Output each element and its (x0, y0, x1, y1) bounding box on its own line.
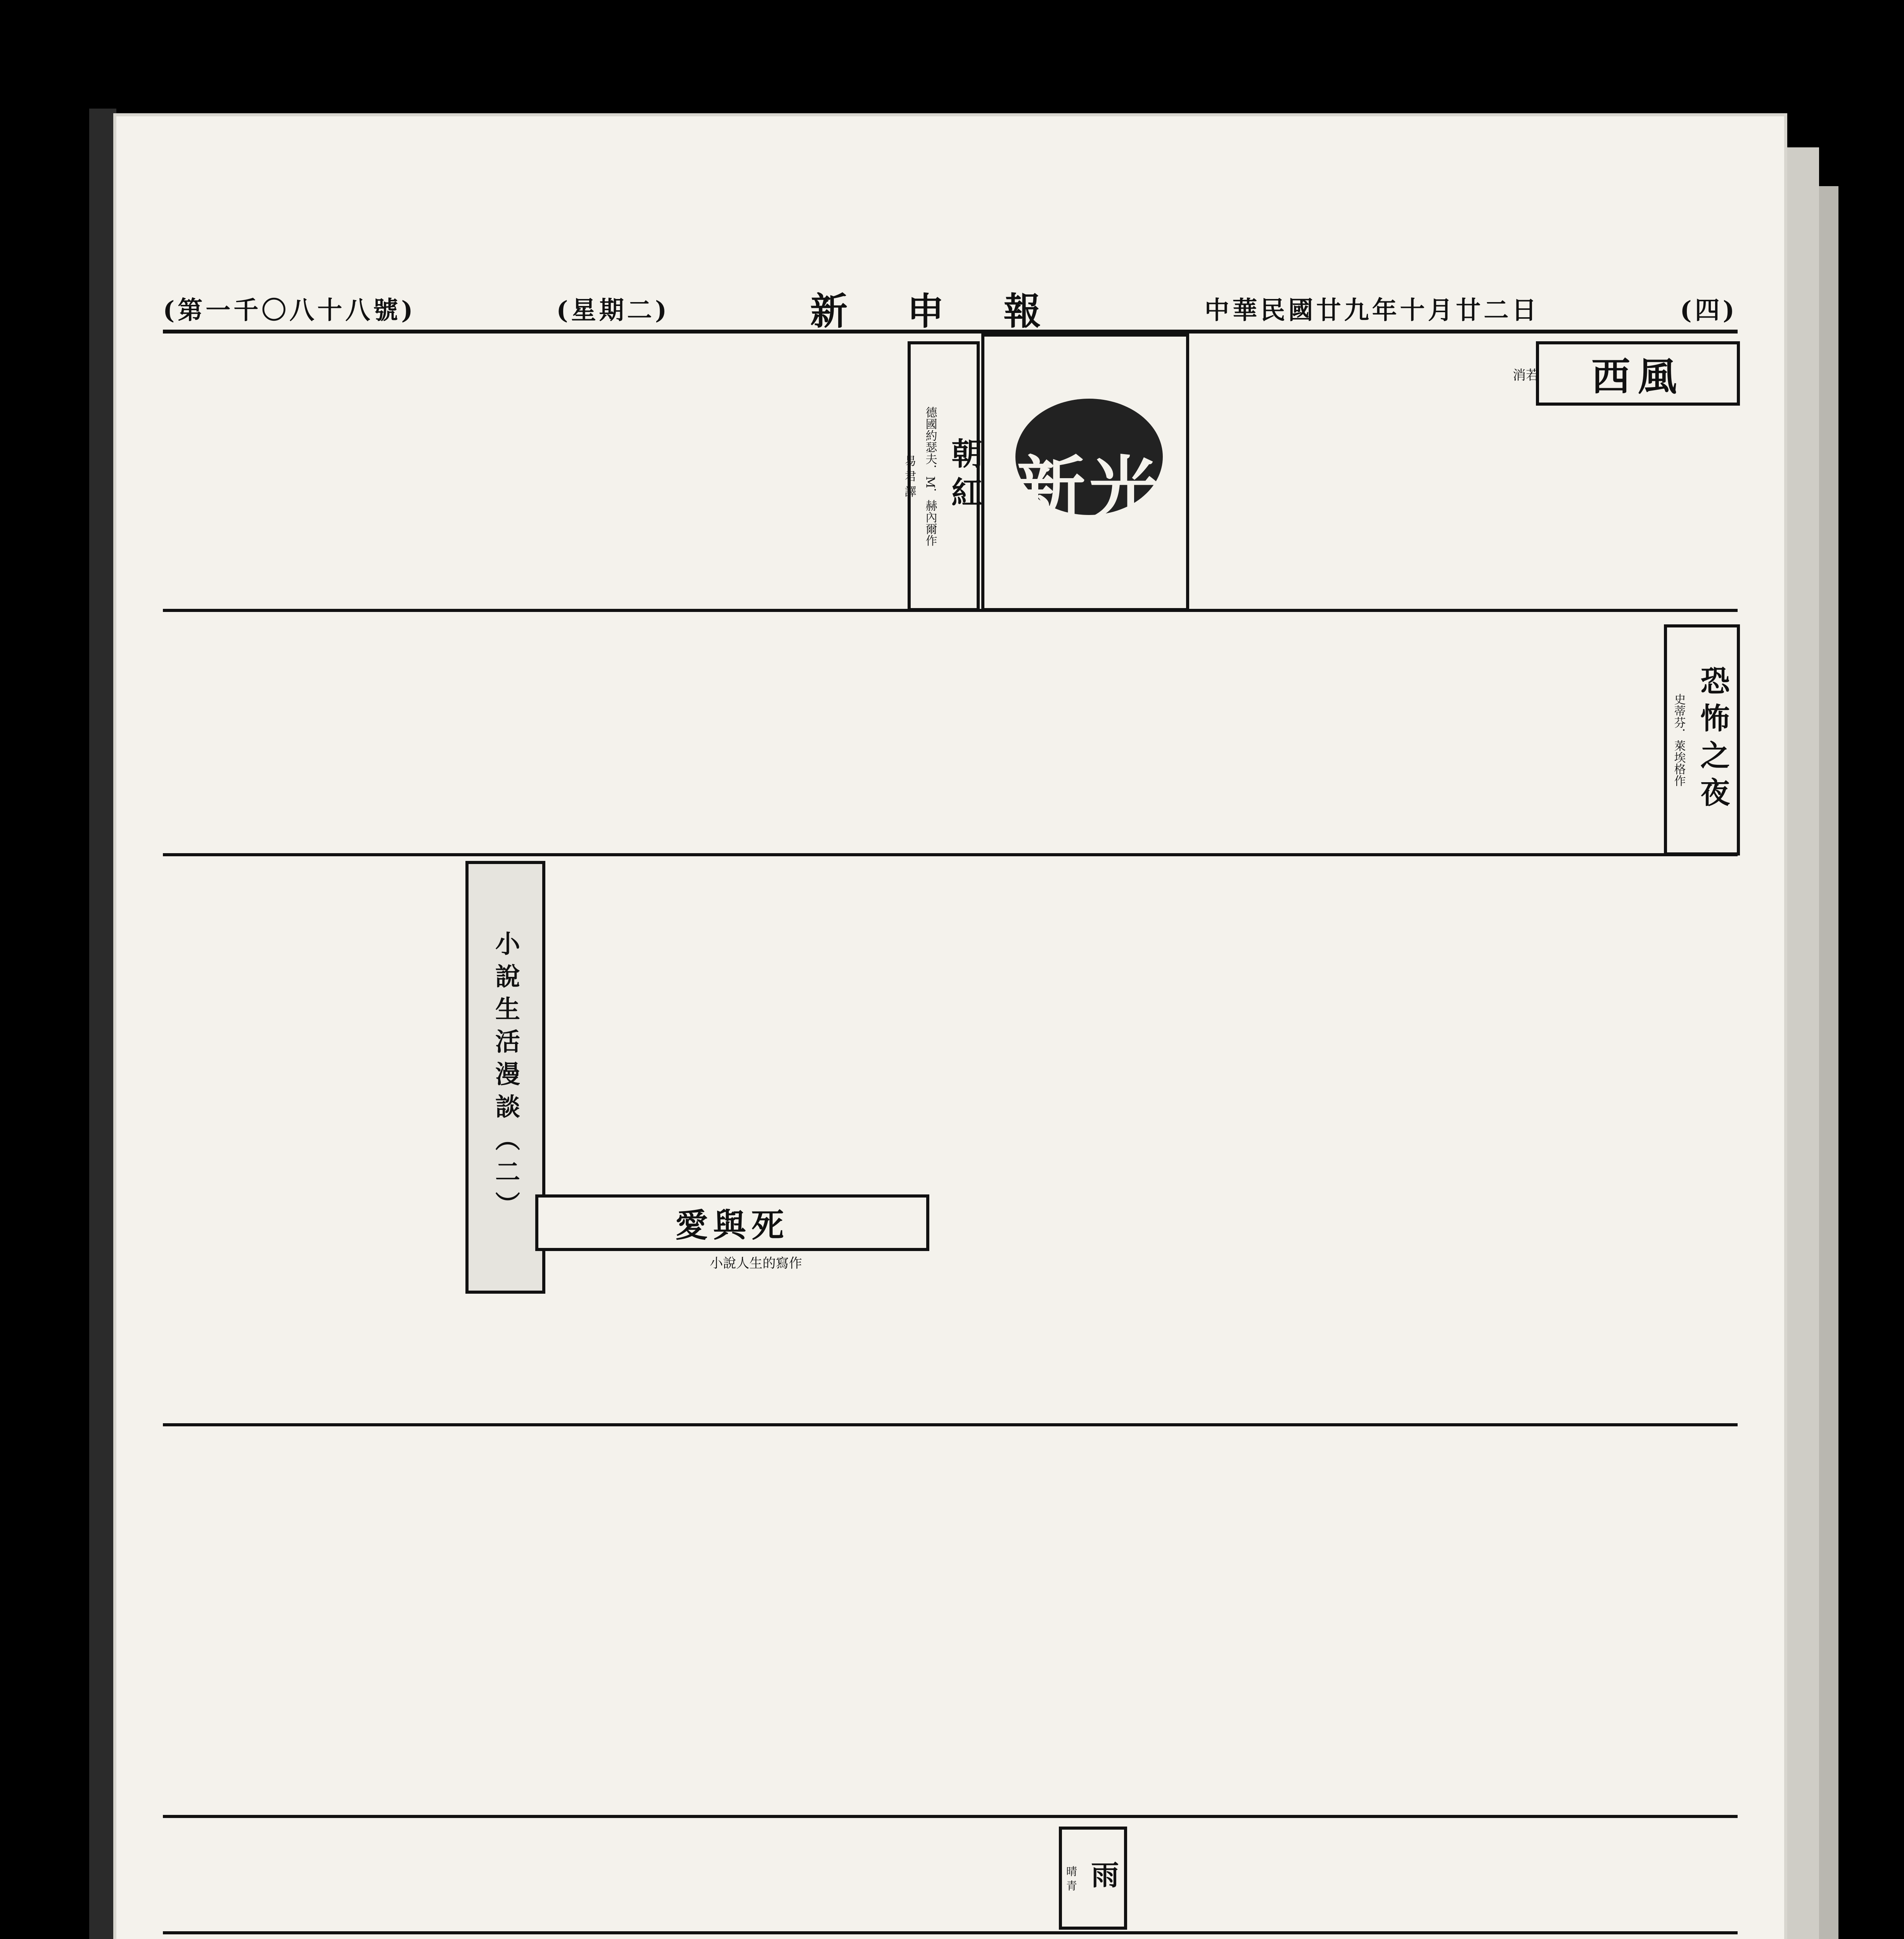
column-terror-night-title: 恐怖之夜 (1695, 665, 1730, 814)
date-line: 中華民國廿九年十月廿二日 (1204, 296, 1540, 325)
column-morning-red-translator: 易 君 譯 (902, 455, 916, 498)
column-morning-red-title: 朝紅 (946, 437, 983, 515)
scan-edge-left (89, 109, 116, 1939)
rule-row4 (163, 1815, 1738, 1818)
text-block (1187, 341, 1509, 605)
column-rain-header (1059, 1827, 1127, 1930)
text-block (167, 617, 1629, 849)
text-block (659, 1431, 1734, 1811)
column-love-death-sub: 小說人生的寫作 (710, 1256, 802, 1271)
page-number: (四) (1680, 296, 1738, 325)
text-block (547, 861, 1734, 1191)
rule-row3 (163, 1423, 1738, 1426)
column-terror-night-author: 史蒂芬．萊埃格作 (1672, 693, 1686, 786)
column-westwind-author: 消若 (1513, 368, 1539, 383)
column-morning-red-author: 德國約瑟夫．M．赫內爾作 (923, 406, 937, 546)
column-rain-title: 雨 (1086, 1860, 1119, 1896)
column-terror-night-header (1664, 624, 1740, 855)
text-block (167, 341, 896, 605)
column-westwind-header (1536, 341, 1740, 406)
text-block (931, 1198, 1734, 1419)
text-block (167, 861, 458, 1419)
column-westwind-title: 西風 (1591, 354, 1684, 399)
text-block (535, 1276, 923, 1419)
rule-row2 (163, 853, 1738, 856)
text-block (167, 1431, 652, 1811)
paper-name: 新 申 報 (810, 289, 1064, 333)
weekday: (星期二) (556, 296, 670, 325)
sidebar-header (465, 861, 545, 1294)
newspaper-page (116, 116, 1784, 1939)
sidebar-title: 小說生活漫談（二） (491, 931, 520, 1224)
column-love-death-title: 愛與死 (675, 1206, 789, 1244)
masthead (163, 287, 1738, 334)
rule-row5 (163, 1931, 1738, 1934)
ad-yuron-title-1 (1551, 1930, 1722, 1939)
page-shadow (1784, 147, 1819, 1939)
text-block (1129, 1823, 1734, 1927)
issue-number: (第一千〇八十八號) (163, 296, 416, 325)
column-morning-red-header (902, 341, 983, 611)
column-rain-author: 晴 青 (1065, 1865, 1077, 1891)
column-love-death-header (535, 1194, 929, 1251)
supplement-logo (981, 334, 1189, 611)
text-block (167, 1823, 1051, 1927)
logo-text: 新光 (1015, 448, 1163, 530)
page-shadow-inner (1819, 186, 1838, 1939)
